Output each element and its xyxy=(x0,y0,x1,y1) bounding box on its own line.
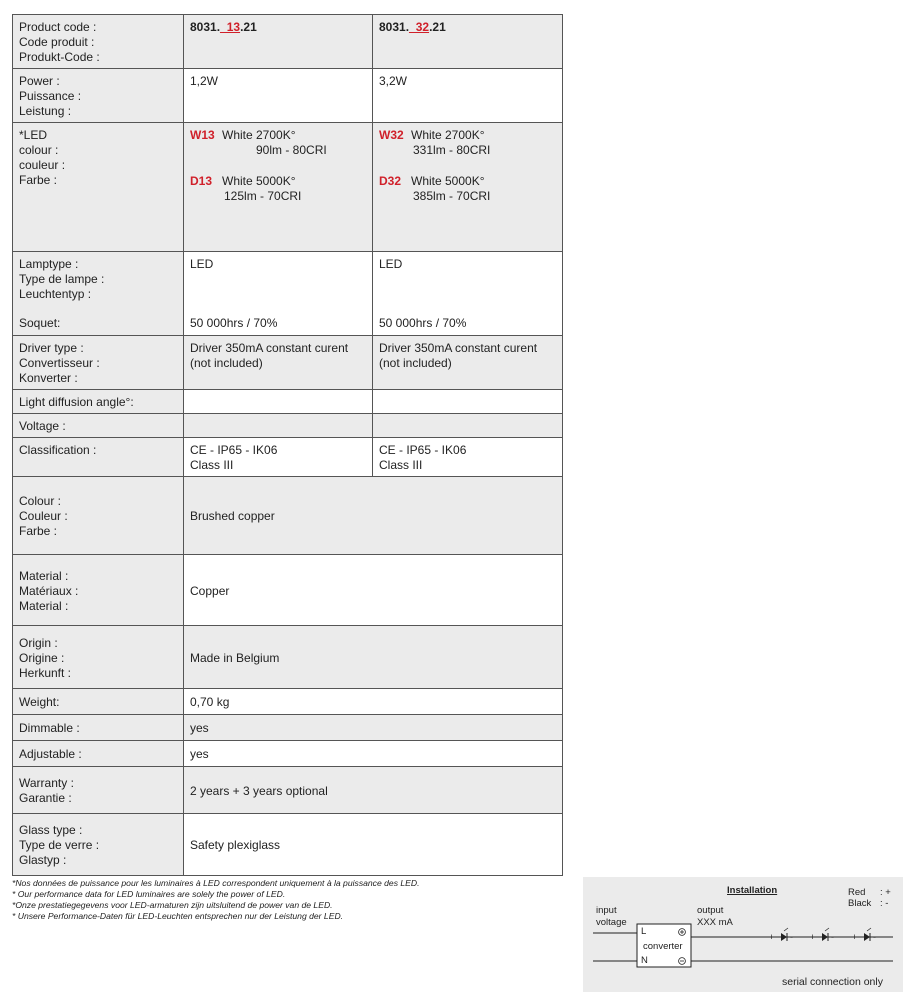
svg-text:-: - xyxy=(831,932,834,942)
classification-value: CE - IP65 - IK06 xyxy=(190,443,278,457)
footnote-en: * Our performance data for LED luminaires are solely the power of LED. xyxy=(12,889,286,899)
label-line: Herkunft : xyxy=(19,665,72,680)
led-diode-icon xyxy=(781,928,788,941)
led-diode-icon xyxy=(822,928,829,941)
colour-label xyxy=(13,477,184,555)
label-line: Konverter : xyxy=(19,371,78,385)
power-col2: 3,2W xyxy=(373,69,563,123)
adjustable-value: yes xyxy=(184,741,563,767)
adjustable-label: Adjustable : xyxy=(13,741,184,767)
led-color: White 5000K° xyxy=(411,174,485,188)
class-value: Class III xyxy=(190,458,234,472)
weight-value: 0,70 kg xyxy=(184,689,563,715)
row-led xyxy=(13,123,563,252)
installation-diagram xyxy=(583,877,903,992)
legend-black: Black xyxy=(848,898,872,909)
class-value: Class III xyxy=(379,458,423,472)
glass-value: Safety plexiglass xyxy=(184,814,563,876)
row-voltage xyxy=(13,414,563,438)
legend-black-sign: : - xyxy=(880,898,889,909)
row-weight xyxy=(13,689,563,715)
label-line: Type de lampe : xyxy=(19,272,105,286)
classification-label: Classification : xyxy=(13,438,184,477)
row-driver xyxy=(13,336,563,390)
label-line: Farbe : xyxy=(19,524,58,538)
row-product-code xyxy=(13,15,563,69)
row-material xyxy=(13,555,563,626)
product-code-value xyxy=(190,20,257,34)
led-col2 xyxy=(373,123,563,252)
lamptype-value: LED xyxy=(379,257,403,271)
lamptype-value: LED xyxy=(190,257,214,271)
wiring-svg xyxy=(583,877,903,992)
driver-col1 xyxy=(184,336,373,390)
label-line: Produkt-Code : xyxy=(19,50,100,64)
label-line: Couleur : xyxy=(19,509,68,523)
label-line: Leuchtentyp : xyxy=(19,287,92,301)
material-label xyxy=(13,555,184,626)
row-diffusion xyxy=(13,390,563,414)
origin-value: Made in Belgium xyxy=(184,626,563,689)
voltage-col2 xyxy=(373,414,563,438)
row-classification xyxy=(13,438,563,477)
led-option xyxy=(190,174,366,204)
svg-text:-: - xyxy=(790,932,793,942)
installation-title: Installation xyxy=(727,885,778,896)
row-power xyxy=(13,69,563,123)
voltage-col1 xyxy=(184,414,373,438)
lamptype-col1 xyxy=(184,252,373,336)
legend-red: Red xyxy=(848,887,866,898)
code-suffix: .21 xyxy=(240,20,257,34)
diffusion-col1 xyxy=(184,390,373,414)
row-lamptype xyxy=(13,252,563,336)
driver-note: (not included) xyxy=(379,356,452,370)
svg-text:+: + xyxy=(852,932,858,942)
led-color: White 2700K° xyxy=(222,128,296,142)
label-line: Lamptype : xyxy=(19,257,79,271)
led-option xyxy=(379,128,556,158)
led-code: D32 xyxy=(379,174,402,188)
product-code-label xyxy=(13,15,184,69)
warranty-value: 2 years + 3 years optional xyxy=(184,767,563,814)
lamptype-col2 xyxy=(373,252,563,336)
row-adjustable xyxy=(13,741,563,767)
diffusion-col2 xyxy=(373,390,563,414)
product-code-col1 xyxy=(184,15,373,69)
input-label: voltage xyxy=(596,917,627,928)
input-label: input xyxy=(596,905,617,916)
warranty-label xyxy=(13,767,184,814)
weight-label: Weight: xyxy=(13,689,184,715)
row-colour xyxy=(13,477,563,555)
lamptype-label xyxy=(13,252,184,336)
led-code: W13 xyxy=(190,128,215,142)
led-code: W32 xyxy=(379,128,404,142)
label-line: Convertisseur : xyxy=(19,356,100,370)
code-variant: _13 xyxy=(220,20,241,34)
classification-value: CE - IP65 - IK06 xyxy=(379,443,467,457)
footnotes xyxy=(12,878,420,922)
product-code-col2 xyxy=(373,15,563,69)
led-option xyxy=(379,174,556,204)
label-line: *LED xyxy=(19,128,48,142)
output-label: XXX mA xyxy=(697,917,733,928)
label-line: Leistung : xyxy=(19,104,72,118)
row-warranty xyxy=(13,767,563,814)
led-diode-icon xyxy=(864,928,871,941)
led-output: 125lm - 70CRI xyxy=(224,189,302,203)
lifetime-value: 50 000hrs / 70% xyxy=(190,316,278,330)
label-line: Origine : xyxy=(19,650,65,665)
led-label xyxy=(13,123,184,252)
classification-col1 xyxy=(184,438,373,477)
origin-label xyxy=(13,626,184,689)
power-col1: 1,2W xyxy=(184,69,373,123)
label-line: Colour : xyxy=(19,494,62,508)
glass-label xyxy=(13,814,184,876)
label-line: Driver type : xyxy=(19,341,84,355)
label-line: Matériaux : xyxy=(19,583,79,598)
footnote-de: * Unsere Performance-Daten für LED-Leuchten entsprechen nur der Leistung der LED. xyxy=(12,911,344,921)
installation-footer: serial connection only xyxy=(782,976,883,988)
dimmable-value: yes xyxy=(184,715,563,741)
voltage-label: Voltage : xyxy=(13,414,184,438)
soquet-label: Soquet: xyxy=(19,316,61,330)
label-line: Origin : xyxy=(19,635,58,650)
led-option xyxy=(190,128,366,158)
led-output: 385lm - 70CRI xyxy=(413,189,491,203)
svg-text:+: + xyxy=(769,932,775,942)
driver-label xyxy=(13,336,184,390)
led-code: D13 xyxy=(190,174,213,188)
lifetime-value: 50 000hrs / 70% xyxy=(379,316,467,330)
label-line: Garantie : xyxy=(19,791,72,805)
converter-label: converter xyxy=(643,941,683,952)
label-line: Type de verre : xyxy=(19,838,100,852)
led-output: 331lm - 80CRI xyxy=(413,143,491,157)
diffusion-label: Light diffusion angle°: xyxy=(13,390,184,414)
led-color: White 2700K° xyxy=(411,128,485,142)
footnote-fr: *Nos données de puissance pour les luminaires à LED correspondent uniquement à la puissance des LED. xyxy=(12,878,420,888)
row-glass xyxy=(13,814,563,876)
spec-table xyxy=(12,14,563,876)
label-line: colour : xyxy=(19,143,59,157)
row-origin xyxy=(13,626,563,689)
power-label xyxy=(13,69,184,123)
code-variant: _32 xyxy=(409,20,430,34)
colour-value: Brushed copper xyxy=(184,477,563,555)
label-line: Farbe : xyxy=(19,173,58,187)
footnote-nl: *Onze prestatiegegevens voor LED-armaturen zijn uitsluitend de power van de LED. xyxy=(12,900,333,910)
label-line: Code produit : xyxy=(19,35,95,49)
label-line: Material : xyxy=(19,568,69,583)
driver-value: Driver 350mA constant curent xyxy=(379,341,538,355)
driver-note: (not included) xyxy=(190,356,263,370)
led-col1 xyxy=(184,123,373,252)
driver-value: Driver 350mA constant curent xyxy=(190,341,349,355)
code-prefix: 8031. xyxy=(190,20,221,34)
led-color: White 5000K° xyxy=(222,174,296,188)
code-prefix: 8031. xyxy=(379,20,410,34)
label-line: Puissance : xyxy=(19,89,82,103)
classification-col2 xyxy=(373,438,563,477)
label-line: Warranty : xyxy=(19,776,74,790)
label-line: Material : xyxy=(19,598,69,613)
legend-red-sign: : + xyxy=(880,887,891,898)
terminal-l: L xyxy=(641,926,647,937)
label-line: Glastyp : xyxy=(19,853,67,867)
label-line: Power : xyxy=(19,74,60,88)
material-value: Copper xyxy=(184,555,563,626)
driver-col2 xyxy=(373,336,563,390)
product-code-value xyxy=(379,20,446,34)
svg-text:+: + xyxy=(810,932,816,942)
output-label: output xyxy=(697,905,724,916)
label-line: Glass type : xyxy=(19,823,83,837)
svg-text:-: - xyxy=(873,932,876,942)
dimmable-label: Dimmable : xyxy=(13,715,184,741)
terminal-n: N xyxy=(641,955,648,966)
label-line: couleur : xyxy=(19,158,66,172)
code-suffix: .21 xyxy=(429,20,446,34)
row-dimmable xyxy=(13,715,563,741)
label-line: Product code : xyxy=(19,20,97,34)
led-output: 90lm - 80CRI xyxy=(256,143,327,157)
